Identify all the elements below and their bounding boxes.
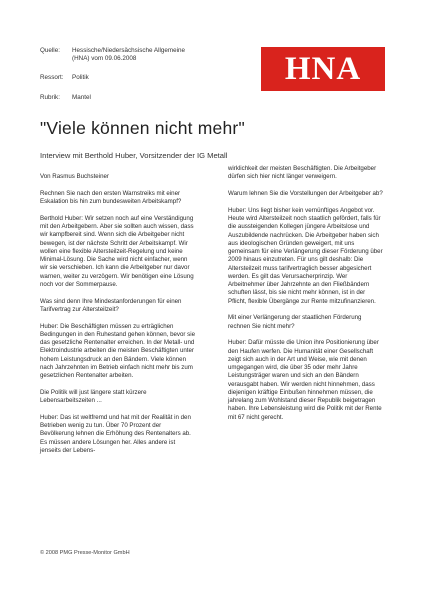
answer-paragraph: wirklichkeit der meisten Beschäftigten. Die Arbeitgeber dürfen sich hier nicht länger verweigern.: [228, 165, 377, 181]
meta-rubric-row: [40, 94, 192, 102]
answer-paragraph: Huber: Dafür müsste die Union ihre Positionierung über den Haufen werfen. Die Humanität einer Gesellschaft zeigt sich auch in der Art und Weise, wie mit denen umgegangen wird, die über 35 oder mehr Jahre Leistungsträger waren und sich an den Bändern verausgabt haben. Wir werden nicht hinnehmen, dass diejenigen kräftige Einbußen hinnehmen müssen, die jahrelang zum Wohlstand dieser Republik beigetragen haben. Ihre Lebensleistung wird die Politik mit der Rente mit 67 nicht gerecht.: [228, 339, 382, 421]
article-headline: "Viele können nicht mehr": [40, 118, 245, 138]
meta-source-row: [40, 47, 192, 63]
answer-paragraph: Berthold Huber: Wir setzen noch auf eine Verständigung mit den Arbeitgebern. Aber sie sollten auch wissen, dass wir kampfbereit sind. Wenn sich die Arbeitgeber nicht bewegen, ist der nächste Schritt der Arbeitskampf. Wir wollen eine flexible Altersteilzeit-Regelung und keine Minimal-Lösung. Die Sache wird nicht einfacher, wenn wir sie verschieben. Ich kann die Arbeitgeber nur davor warnen, weiter zu verzögern. Wir benötigen eine Lösung noch vor der Sommerpause.: [40, 214, 194, 288]
question-paragraph: Rechnen Sie nach den ersten Warnstreiks mit einer Eskalation bis hin zum bundesweiten Arbeitskampf?: [40, 189, 182, 205]
meta-section-value: Politik: [72, 74, 89, 82]
copyright-footer: © 2008 PMG Presse-Monitor GmbH: [40, 550, 130, 556]
answer-paragraph: Huber: Das ist weltfremd und hat mit der Realität in den Betrieben wenig zu tun. Über 70 Prozent der Bevölkerung lehnen die Erhöhung des Rentenalters ab. Es müssen andere Lösungen her. Alles andere ist jenseits der Lebens-: [40, 413, 191, 454]
article-subhead: Interview mit Berthold Huber, Vorsitzender der IG Metall: [40, 151, 228, 160]
article-column-right: [228, 165, 384, 430]
meta-rubric-label: Rubrik:: [40, 93, 60, 101]
answer-paragraph: Huber: Uns liegt bisher kein vernünftiges Angebot vor. Heute wird Altersteilzeit noch staatlich gefördert, falls für die aussteigenden Kollegen jüngere Arbeitslose und Auszubildende nachrücken. Die Arbeitgeber haben sich aus ideologischen Gründen geweigert, mit uns gemeinsam für eine Verlängerung dieser Förderung über 2009 hinaus einzutreten. Für uns gilt deshalb: Die Altersteilzeit muss tarifvertraglich besser abgesichert werden. Es gilt das Verursacherprinzip. Wer Arbeitnehmer über Jahrzehnte an den Fließbändern schuften lässt, bis sie nicht mehr können, ist in der Pflicht, flexible Übergänge zur Rente mitzufinanzieren.: [228, 206, 383, 305]
question-paragraph: Die Politik will just längere statt kürzere Lebensarbeitszeiten ...: [40, 388, 147, 404]
meta-source-label: Quelle:: [40, 47, 60, 54]
question-paragraph: Mit einer Verlängerung der staatlichen Förderung rechnen Sie nicht mehr?: [228, 314, 362, 330]
article-meta: [40, 47, 192, 102]
question-paragraph: Was sind denn Ihre Mindestanforderungen für einen Tarifvertrag zur Altersteilzeit?: [40, 297, 182, 313]
byline: Von Rasmus Buchsteiner: [40, 173, 109, 180]
meta-section-row: [40, 74, 192, 82]
hna-logo: HNA: [261, 47, 385, 91]
article-column-left: [40, 173, 196, 464]
meta-section-label: Ressort:: [40, 74, 64, 82]
answer-paragraph: Huber: Die Beschäftigten müssen zu erträglichen Bedingungen in den Ruhestand gehen können, bevor sie das gesetzliche Rentenalter erreichen. In der Metall- und Elektroindustrie arbeiten die meisten Beschäftigten unter hohem Leistungsdruck an den Bändern. Viele können nach Jahrzehnten im Betrieb einfach nicht mehr bis zum gesetzlichen Rentenalter arbeiten.: [40, 322, 196, 379]
question-paragraph: Warum lehnen Sie die Vorstellungen der Arbeitgeber ab?: [228, 190, 383, 197]
meta-rubric-value: Mantel: [72, 93, 91, 101]
meta-source-value: Hessische/Niedersächsische Allgemeine (HNA) vom 09.06.2008: [72, 47, 186, 63]
